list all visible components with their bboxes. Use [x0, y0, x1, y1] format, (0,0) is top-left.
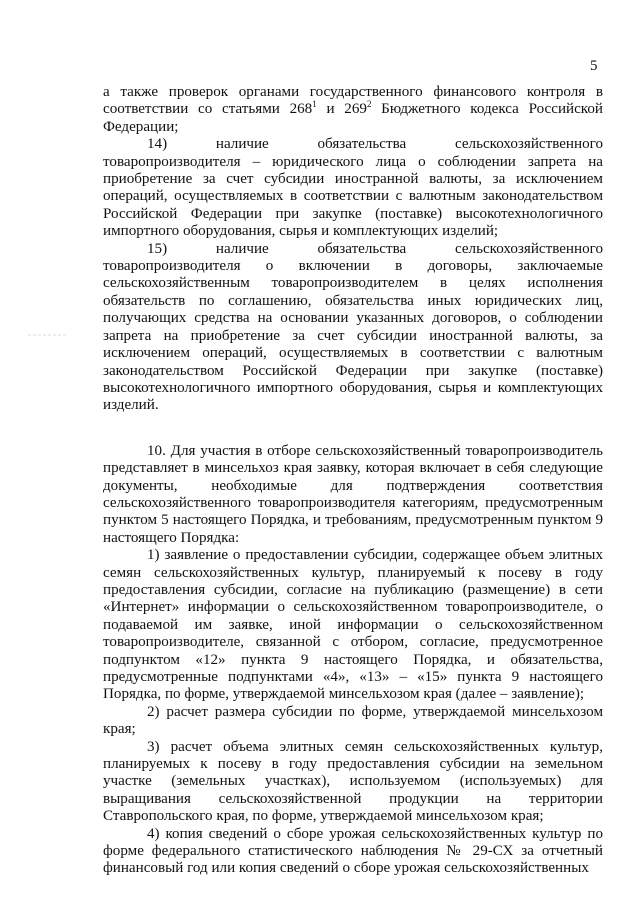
paragraph-continuation: а также проверок органами государственного финансового контроля в соответствии со статьями $268^1$ и $269^2$ Бюджетного кодекса Российской Федерации; [103, 84, 604, 135]
page-number: 5 [590, 58, 598, 74]
margin-smudge [28, 331, 68, 339]
paragraph-subitem-4: 4) копия сведений о сборе урожая сельскохозяйственных культур по форме федерального статистического наблюдения № 29-СХ за отчетный финансовый год или копия сведений о сборе урожая сельскохозяйственных [103, 825, 603, 877]
section-gap [103, 415, 603, 443]
paragraph-subitem-1: 1) заявление о предоставлении субсидии, содержащее объем элитных семян сельскохозяйственных культур, планируемый к посеву в году предоставления субсидии, согласие на публикацию (размещение) в сети «Интернет» информации о сельскохозяйственном товаропроизводителе, о подаваемой им заявке, иной информации о сельскохозяйственном товаропроизводителе, связанной с отбором, согласие, предусмотренное подпунктом «12» пункта 9 настоящего Порядка, и обязательства, предусмотренные подпунктами «4», «13» – «15» пункта 9 настоящего Порядка, по форме, утверждаемой минсельхозом края (далее – заявление); [103, 547, 603, 703]
paragraph-subitem-2: 2) расчет размера субсидии по форме, утверждаемой минсельхозом края; [103, 703, 603, 738]
paragraph-item-15: 15) наличие обязательства сельскохозяйственного товаропроизводителя о включении в договоры, заключаемые сельскохозяйственным товаропроизводителем в целях исполнения обязательств по соглашению, обязательства иных юридических лиц, получающих средства на основании указанных договоров, о соблюдении запрета на приобретение за счет субсидии иностранной валюты, за исключением операций, осуществляемых в соответствии с валютным законодательством Российской Федерации при закупке (поставке) высокотехнологичного импортного оборудования, сырья и комплектующих изделий. [103, 240, 603, 414]
paragraph-clause-10: 10. Для участия в отборе сельскохозяйственный товаропроизводитель представляет в минсельхоз края заявку, которая включает в себя следующие документы, необходимые для подтверждения соответствия сельскохозяйственного товаропроизводителя категориям, предусмотренным пунктом 5 настоящего Порядка, и требованиям, предусмотренным пунктом 9 настоящего Порядка: [103, 442, 603, 546]
document-body [103, 84, 603, 878]
paragraph-subitem-3: 3) расчет объема элитных семян сельскохозяйственных культур, планируемых к посеву в году предоставления субсидии на земельном участке (земельных участках), используемом (используемых) для выращивания сельскохозяйственной продукции на территории Ставропольского края, по форме, утверждаемой минсельхозом края; [103, 738, 603, 825]
paragraph-item-14: 14) наличие обязательства сельскохозяйственного товаропроизводителя – юридического лица о соблюдении запрета на приобретение за счет субсидии иностранной валюты, за исключением операций, осуществляемых в соответствии с валютным законодательством Российской Федерации при закупке (поставке) высокотехнологичного импортного оборудования, сырья и комплектующих изделий; [103, 136, 603, 240]
